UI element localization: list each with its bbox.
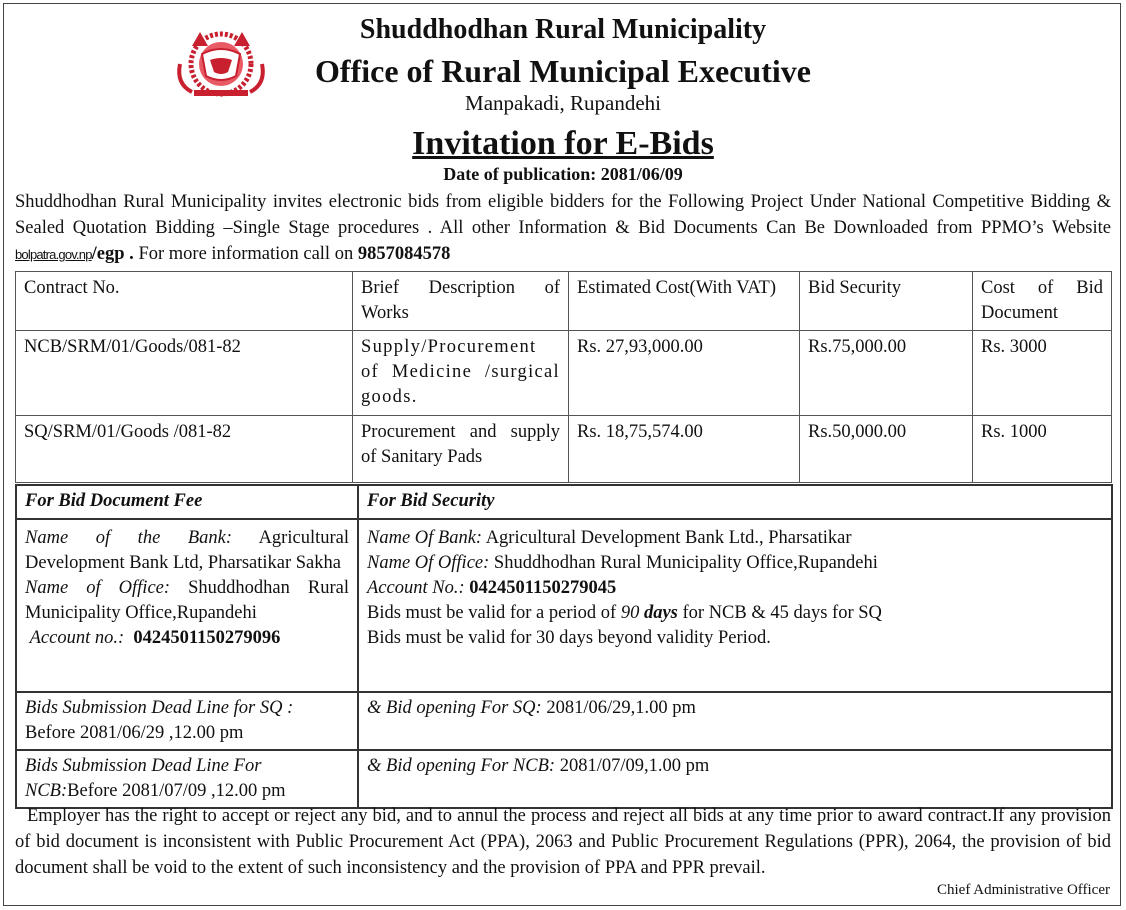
column-header: Brief Description of Works	[353, 272, 569, 331]
account-label: Account no.:	[29, 628, 125, 648]
fee-account-number: 0424501150279096	[133, 628, 281, 648]
validity-days: 90	[620, 603, 644, 623]
bank-details-row	[16, 519, 1112, 692]
security-account-number: 0424501150279045	[469, 578, 617, 598]
column-header: Contract No.	[16, 272, 353, 331]
work-description: Procurement and supply of Sanitary Pads	[353, 416, 569, 483]
office-value: Shuddhodhan Rural Municipality Office,Rupandehi	[25, 578, 349, 623]
sq-bid-opening: & Bid opening For SQ: 2081/06/29,1.00 pm	[358, 692, 1112, 750]
bid-fee-header: For Bid Document Fee	[16, 485, 358, 519]
bid-fee-bank-details	[16, 519, 358, 692]
notice-title: Invitation for E-Bids	[412, 125, 714, 162]
column-header: Estimated Cost(With VAT)	[569, 272, 800, 331]
ncb-deadline-row	[16, 750, 1112, 808]
sq-submission-deadline: Bids Submission Dead Line for SQ : Before 2081/06/29 ,12.00 pm	[16, 692, 358, 750]
estimated-cost: Rs. 27,93,000.00	[569, 331, 800, 416]
bank-value: Agricultural Development Bank Ltd, Pharsatikar Sakha	[25, 528, 349, 573]
table-header-row	[16, 272, 1112, 331]
office-location: Manpakadi, Rupandehi	[465, 91, 661, 115]
validity-text: Bids must be valid for a period of	[367, 603, 621, 623]
bid-security-header: For Bid Security	[358, 485, 1112, 519]
validity-days-unit: days	[643, 603, 678, 623]
bank-label: Name of the Bank:	[25, 528, 233, 548]
municipality-name: Shuddhodhan Rural Municipality	[359, 14, 767, 45]
sq-deadline-row	[16, 692, 1112, 750]
intro-paragraph	[15, 189, 1111, 268]
ncb-bid-opening: & Bid opening For NCB: 2081/07/09,1.00 pm	[358, 750, 1112, 808]
office-name: Office of Rural Municipal Executive	[315, 53, 811, 89]
bid-security-bank-details	[358, 519, 1112, 692]
ppmo-website-link[interactable]: bolpatra.gov.np	[15, 247, 92, 262]
account-label: Account No.:	[367, 578, 465, 598]
work-description: Supply/Procurement of Medicine /surgical goods.	[353, 331, 569, 416]
contract-number: NCB/SRM/01/Goods/081-82	[16, 331, 353, 416]
payment-details-table	[15, 484, 1113, 809]
column-header: Cost of Bid Document	[973, 272, 1112, 331]
office-label: Name of Office:	[25, 578, 171, 598]
table-row	[16, 331, 1112, 416]
signatory-title: Chief Administrative Officer	[936, 882, 1110, 898]
bid-document-cost: Rs. 3000	[973, 331, 1112, 416]
publication-date: Date of publication: 2081/06/09	[443, 164, 683, 184]
office-label: Name Of Office:	[367, 553, 490, 573]
validity-text-end: for NCB & 45 days for SQ	[677, 603, 882, 623]
bank-label: Name Of Bank:	[367, 528, 483, 548]
contact-phone: 9857084578	[357, 244, 451, 264]
bid-security: Rs.50,000.00	[800, 416, 973, 483]
contracts-table	[15, 271, 1112, 483]
intro-contact-text: For more information call on	[133, 244, 358, 264]
bid-security: Rs.75,000.00	[800, 331, 973, 416]
validity-extension-text: Bids must be valid for 30 days beyond validity Period.	[367, 628, 771, 648]
table-row	[16, 416, 1112, 483]
intro-text: Shuddhodhan Rural Municipality invites electronic bids from eligible bidders for the Following Project Under National Competitive Bidding & Sealed Quotation Bidding –Single Stage procedures . All other Information & Bid Documents Can Be Downloaded from PPMO’s Website	[15, 192, 1111, 238]
payment-header-row	[16, 485, 1112, 519]
website-suffix: /egp .	[91, 244, 134, 264]
bid-document-cost: Rs. 1000	[973, 416, 1112, 483]
bank-value: Agricultural Development Bank Ltd., Pharsatikar	[482, 528, 852, 548]
estimated-cost: Rs. 18,75,574.00	[569, 416, 800, 483]
ncb-submission-deadline: Bids Submission Dead Line For NCB:Before 2081/07/09 ,12.00 pm	[16, 750, 358, 808]
terms-paragraph: Employer has the right to accept or reject any bid, and to annul the process and reject all bids at any time prior to award contract.If any provision of bid document is inconsistent with Public Procurement Act (PPA), 2063 and Public Procurement Regulations (PPR), 2064, the provision of bid document shall be void to the extent of such inconsistency and the provision of PPA and PPR prevail.	[15, 806, 1111, 878]
contract-number: SQ/SRM/01/Goods /081-82	[16, 416, 353, 483]
office-value: Shuddhodhan Rural Municipality Office,Rupandehi	[489, 553, 878, 573]
column-header: Bid Security	[800, 272, 973, 331]
